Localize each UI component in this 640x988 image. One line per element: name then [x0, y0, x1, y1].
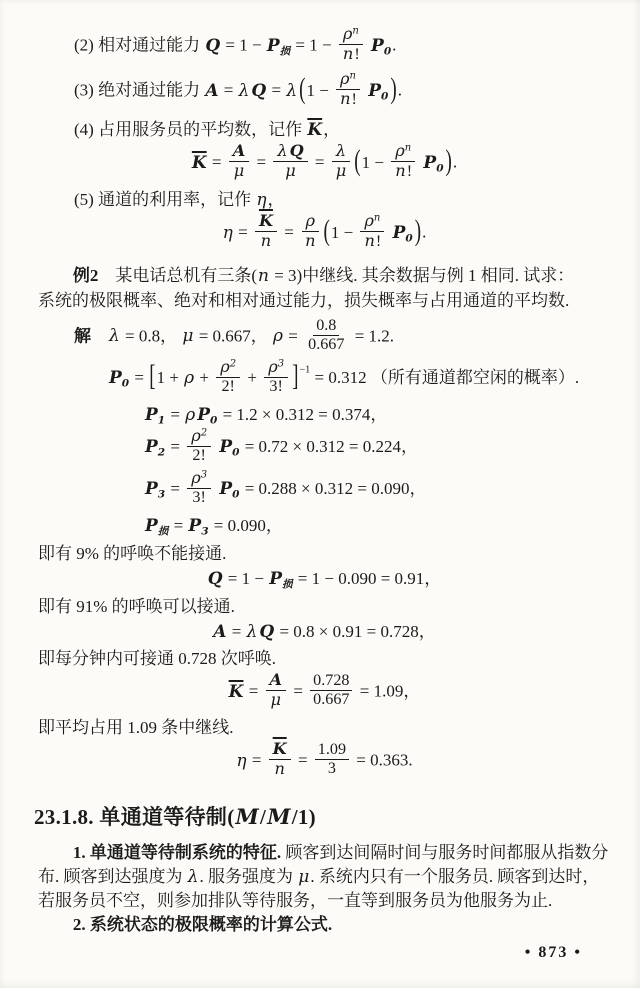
subscript: 2 [157, 446, 166, 459]
math-variable: A [269, 670, 283, 690]
math-variable: μ [182, 326, 194, 347]
fraction-numerator [332, 142, 350, 162]
math-variable: $\rho^2$ [191, 426, 208, 446]
math-variable: λ [246, 621, 258, 642]
math-variable: M [235, 804, 260, 830]
text-run [91, 326, 108, 345]
text-run: = 0.288 × 0.312 = 0.090， [240, 479, 427, 499]
line-ex2-2 [38, 289, 610, 313]
fraction [269, 740, 291, 779]
text-run: 2! [221, 378, 235, 396]
line-note91 [38, 595, 610, 619]
subscript: 损 [157, 526, 169, 539]
text-run [387, 223, 391, 242]
text-run: 0.667 [308, 336, 345, 354]
fraction [305, 317, 347, 354]
group-exponent: −1 [299, 364, 311, 376]
math-variable: $P_损$ [269, 569, 293, 591]
math-variable: η [222, 222, 233, 243]
fraction [310, 672, 352, 709]
text-run: 0.8 [316, 316, 337, 334]
fraction [187, 427, 211, 465]
subscript: 0 [383, 45, 392, 58]
math-variable: η [236, 750, 247, 771]
fraction-numerator [255, 212, 277, 232]
fraction-denominator [270, 760, 288, 779]
text-run: = 0.090， [209, 516, 283, 536]
text-run: 若服务员不空，则参加排队等待服务，一直等到服务员为他服务为止. [38, 891, 553, 911]
text-run: = [219, 80, 238, 100]
math-variable: ρ [273, 326, 284, 347]
text-run: . [452, 152, 458, 172]
math-variable: λ [335, 141, 347, 161]
open-fence: [ [149, 360, 156, 393]
fraction-denominator [218, 378, 237, 396]
subscript: 0 [436, 162, 444, 175]
text-run: = 3)中继线. 其余数据与例 1 相同. 试求： [269, 266, 575, 286]
math-variable: $P_2$ [145, 437, 166, 459]
text-run: = [169, 516, 188, 536]
line-eq-ploss [144, 514, 610, 539]
close-fence: ) [414, 214, 422, 248]
close-fence: ] [292, 360, 299, 393]
text-run: (2) 相对通过能力 [74, 35, 205, 55]
line-item5 [74, 188, 610, 213]
superscript: n [352, 25, 359, 37]
fraction-denominator [310, 691, 352, 709]
text-run: 系统的极限概率、绝对和相对通过能力，损失概率与占用通道的平均数. [38, 291, 570, 311]
text-run: ! [354, 46, 360, 64]
math-variable: ρ [184, 368, 195, 389]
math-variable: $\rho^3$ [191, 468, 208, 488]
bold-text: 1. 单通道等待制系统的特征. [72, 842, 286, 862]
math-variable: $P_3$ [188, 516, 209, 539]
text-run: 3 [327, 760, 336, 778]
math-variable: λ [277, 141, 288, 161]
math-variable: $\overline{K}$ [307, 120, 323, 141]
math-variable: Q [251, 80, 267, 101]
math-variable: n [364, 231, 375, 251]
fraction-numerator [313, 317, 339, 336]
text-run: = [310, 152, 329, 172]
fraction-denominator [189, 447, 208, 465]
math-variable: ρ [185, 405, 196, 426]
text-run: ， [267, 190, 285, 210]
text-run: = 1.2 × 0.312 = 0.374， [218, 405, 388, 425]
text-run: ! [351, 91, 357, 109]
line-eq-p3 [144, 470, 610, 510]
fraction [273, 142, 307, 181]
text-run: 2! [192, 447, 206, 465]
text-run: = [166, 405, 185, 425]
math-variable: η [256, 190, 267, 211]
text-run: = [252, 152, 271, 172]
text-run: 即有 91% 的呼唤可以接通. [38, 596, 235, 616]
fraction-numerator [302, 212, 320, 232]
math-variable: Q [259, 621, 275, 642]
paren-group [353, 141, 453, 181]
text-run: = [289, 681, 308, 701]
bold-text: / [260, 805, 267, 830]
text-run: (4) 占用服务员的平均数，记作 [74, 120, 307, 140]
fraction [266, 671, 287, 710]
text-run: = [293, 750, 312, 770]
fraction-numerator [187, 469, 211, 489]
text-run: 即每分钟内可接通 0.728 次呼唤. [38, 649, 276, 669]
text-run: = [284, 326, 303, 346]
superscript: n [404, 142, 412, 154]
fraction [255, 212, 277, 251]
fraction-denominator [230, 162, 249, 181]
text-run: 1 − [330, 222, 358, 242]
text-run: 某电话总机有三条( [98, 266, 258, 286]
page-content [34, 24, 610, 937]
fraction-denominator [301, 232, 319, 251]
math-variable: $P_损$ [266, 35, 291, 58]
math-variable: $\rho^n$ [340, 69, 356, 89]
math-variable: μ [335, 161, 347, 181]
math-variable: $P_0$ [368, 80, 389, 103]
line-eq-a [38, 620, 610, 645]
fraction-numerator [187, 427, 211, 447]
open-fence: ( [299, 72, 306, 106]
fraction [336, 70, 360, 109]
subscript: 0 [232, 446, 240, 459]
math-variable: ρ [305, 211, 316, 231]
math-variable: Q [289, 141, 304, 161]
text-run: . 服务强度为 [199, 866, 298, 886]
line-eq-k2 [38, 672, 610, 713]
fraction-denominator [336, 90, 360, 109]
math-variable: $P_3$ [145, 479, 166, 501]
math-variable: $P_0$ [219, 479, 240, 501]
line-note-a [38, 647, 610, 671]
line-item4 [74, 118, 610, 143]
text-run: = 1 − 0.090 = 0.91， [293, 569, 442, 589]
close-fence: ) [445, 144, 452, 178]
line-sol [74, 318, 610, 357]
open-fence: ( [354, 144, 361, 178]
line-eq-eta2 [38, 741, 610, 782]
line-item2 [74, 26, 610, 67]
fraction-denominator [281, 162, 300, 181]
math-variable: $P_0$ [197, 405, 218, 427]
fraction-numerator [315, 741, 349, 760]
math-variable: n [260, 231, 272, 251]
fraction-denominator [257, 232, 275, 251]
math-variable: Q [205, 35, 221, 56]
math-variable: M [267, 804, 291, 830]
math-variable: $\overline{K}$ [258, 211, 273, 231]
fraction-denominator [325, 760, 339, 778]
subscript: 损 [282, 578, 293, 591]
text-run: ， [323, 120, 341, 140]
math-variable: A [213, 621, 227, 642]
math-variable: λ [109, 326, 120, 347]
fraction-denominator [332, 162, 351, 181]
math-variable: $P_0$ [109, 368, 130, 390]
math-variable: Q [207, 569, 223, 590]
bold-text: 2. 系统状态的极限概率的计算公式. [72, 915, 333, 935]
fraction-denominator [391, 162, 415, 181]
text-run: 1 + [156, 368, 184, 388]
subscript: 0 [381, 90, 389, 103]
subscript: 0 [232, 488, 240, 501]
text-run: = 1.09， [355, 681, 421, 701]
math-variable: $P_损$ [145, 516, 169, 539]
math-variable: $\overline{K}$ [228, 681, 244, 702]
subscript: 损 [279, 45, 291, 58]
superscript: 2 [229, 358, 237, 370]
line-p1 [38, 841, 610, 865]
text-run: = 0.312 （所有通道都空闲的概率）. [310, 368, 580, 388]
fraction-numerator [229, 142, 250, 162]
text-run: = 0.667， [194, 326, 273, 346]
fraction-numerator [264, 358, 288, 378]
line-note-k [38, 716, 610, 740]
superscript: 3 [200, 469, 208, 481]
text-run: 0.667 [313, 691, 350, 709]
subscript: 0 [210, 415, 218, 427]
math-variable: A [205, 80, 219, 101]
page-number: • 873 • [524, 944, 582, 961]
math-variable: A [232, 141, 246, 161]
fraction-numerator [310, 672, 352, 691]
fraction [187, 469, 211, 507]
math-variable: $P_0$ [219, 437, 240, 459]
line-eq-q [38, 567, 610, 592]
text-run: + [243, 368, 262, 388]
text-run: = 1 − [223, 569, 269, 589]
close-fence: ) [390, 72, 397, 106]
text-run: . 系统内只有一个服务员. 顾客到达时， [310, 866, 600, 886]
text-run: = [247, 750, 266, 770]
math-variable: μ [285, 161, 296, 181]
fraction [216, 358, 240, 396]
math-variable: $\overline{K}$ [191, 152, 207, 173]
text-run: = 0.8 × 0.91 = 0.728， [275, 621, 436, 641]
math-variable: n [305, 231, 316, 251]
fraction-denominator [360, 232, 384, 251]
text-run: = 0.72 × 0.312 = 0.224， [240, 437, 418, 457]
text-run: 3! [192, 489, 206, 507]
text-run: 3! [269, 378, 283, 396]
subscript: 0 [405, 232, 413, 245]
fraction [360, 212, 384, 251]
text-run: ! [406, 163, 413, 181]
text-run: (5) 通道的利用率，记作 [74, 190, 256, 210]
math-variable: μ [233, 161, 245, 181]
paren-group [298, 69, 398, 109]
fraction-numerator [216, 358, 240, 378]
subscript: 3 [201, 526, 209, 539]
text-run: = 0.8， [120, 326, 182, 346]
text-run: = 1 − [291, 35, 336, 55]
fraction-numerator [273, 142, 307, 162]
line-eq-kbar [38, 143, 610, 184]
text-run: . [422, 222, 427, 242]
subscript: 0 [121, 377, 130, 390]
line-ex2-1 [38, 264, 610, 289]
subscript: 3 [157, 488, 166, 501]
text-run: = [130, 368, 149, 388]
math-variable: μ [298, 866, 310, 887]
fraction [264, 358, 288, 396]
text-run: + [195, 368, 214, 388]
fraction [391, 142, 415, 181]
math-variable: λ [286, 80, 298, 101]
text-run: = [207, 152, 226, 172]
text-run: = [233, 222, 252, 242]
text-run: = 1 − [221, 35, 266, 55]
fraction-numerator [336, 70, 360, 90]
superscript: 3 [277, 358, 285, 370]
fraction-denominator [189, 489, 208, 507]
line-eq-eta [38, 213, 610, 254]
bold-text: 23.1.8. 单通道等待制( [34, 805, 235, 830]
line-eq-p0 [108, 359, 610, 399]
math-variable: λ [238, 80, 250, 101]
line-heading [34, 802, 610, 832]
open-fence: ( [323, 214, 330, 248]
fraction [315, 741, 349, 778]
text-run: 即有 9% 的呼唤不能接通. [38, 544, 227, 564]
math-variable: μ [270, 690, 282, 710]
line-item3 [74, 71, 610, 112]
line-p4 [38, 913, 610, 937]
fraction [339, 25, 363, 64]
text-run: = [166, 437, 185, 457]
fraction-numerator [266, 671, 287, 691]
math-variable: $P_1$ [145, 405, 166, 427]
fraction-numerator [269, 740, 291, 760]
text-run: ! [375, 233, 382, 251]
subscript: 1 [157, 415, 166, 427]
line-p2 [38, 865, 610, 890]
fraction-numerator [360, 212, 384, 232]
fraction-denominator [339, 45, 363, 64]
superscript: n [373, 212, 381, 224]
bold-text: 例2 [72, 266, 99, 286]
line-p3 [38, 889, 610, 913]
text-run: = [279, 222, 299, 242]
fraction [332, 142, 351, 181]
text-run: 0.728 [313, 672, 350, 690]
text-run: = 1.2. [350, 326, 395, 346]
math-variable: n [395, 161, 406, 181]
math-variable: λ [187, 866, 199, 887]
text-run: 1 − [361, 152, 389, 172]
bold-text: /1) [291, 805, 316, 830]
fraction [229, 142, 250, 181]
bracket-group [148, 357, 311, 396]
text-run: . [392, 35, 397, 55]
paren-group [322, 211, 422, 251]
fraction-denominator [305, 336, 347, 354]
fraction [301, 212, 319, 251]
text-run: 布. 顾客到达强度为 [38, 866, 187, 886]
fraction-numerator [339, 25, 363, 45]
math-variable: $P_0$ [423, 152, 444, 175]
text-run: (3) 绝对通过能力 [74, 80, 205, 100]
math-variable: $\rho^n$ [364, 211, 381, 231]
math-variable: $P_0$ [371, 35, 392, 58]
math-variable: $P_0$ [392, 222, 413, 245]
text-run: = [166, 479, 185, 499]
fraction-denominator [266, 378, 285, 396]
math-variable: $\overline{K}$ [272, 739, 287, 759]
math-variable: $\rho^3$ [268, 357, 285, 377]
math-variable: $\rho^2$ [220, 357, 237, 377]
superscript: 2 [200, 427, 208, 439]
text-run: 1.09 [317, 741, 347, 759]
text-run: . [397, 80, 402, 100]
text-run: 1 − [306, 80, 334, 100]
text-run: = [227, 621, 246, 641]
text-run: = 0.363. [352, 750, 413, 770]
math-variable: n [274, 759, 285, 779]
line-eq-p1 [144, 403, 610, 428]
bold-text: 解 [74, 326, 91, 346]
fraction-denominator [267, 691, 286, 710]
math-variable: $\rho^n$ [395, 141, 412, 161]
line-eq-p2 [144, 428, 610, 468]
math-variable: n [258, 266, 269, 287]
text-run: = [244, 681, 263, 701]
text-run: 即平均占用 1.09 条中继线. [38, 718, 234, 738]
line-note9 [38, 542, 610, 566]
fraction-numerator [391, 142, 415, 162]
math-variable: n [342, 44, 354, 64]
math-variable: n [340, 89, 351, 109]
text-run: = [267, 80, 286, 100]
math-variable: $\rho^n$ [342, 24, 359, 43]
text-run: 顾客到达间隔时间与服务时间都服从指数分 [285, 842, 609, 862]
superscript: n [349, 70, 356, 82]
